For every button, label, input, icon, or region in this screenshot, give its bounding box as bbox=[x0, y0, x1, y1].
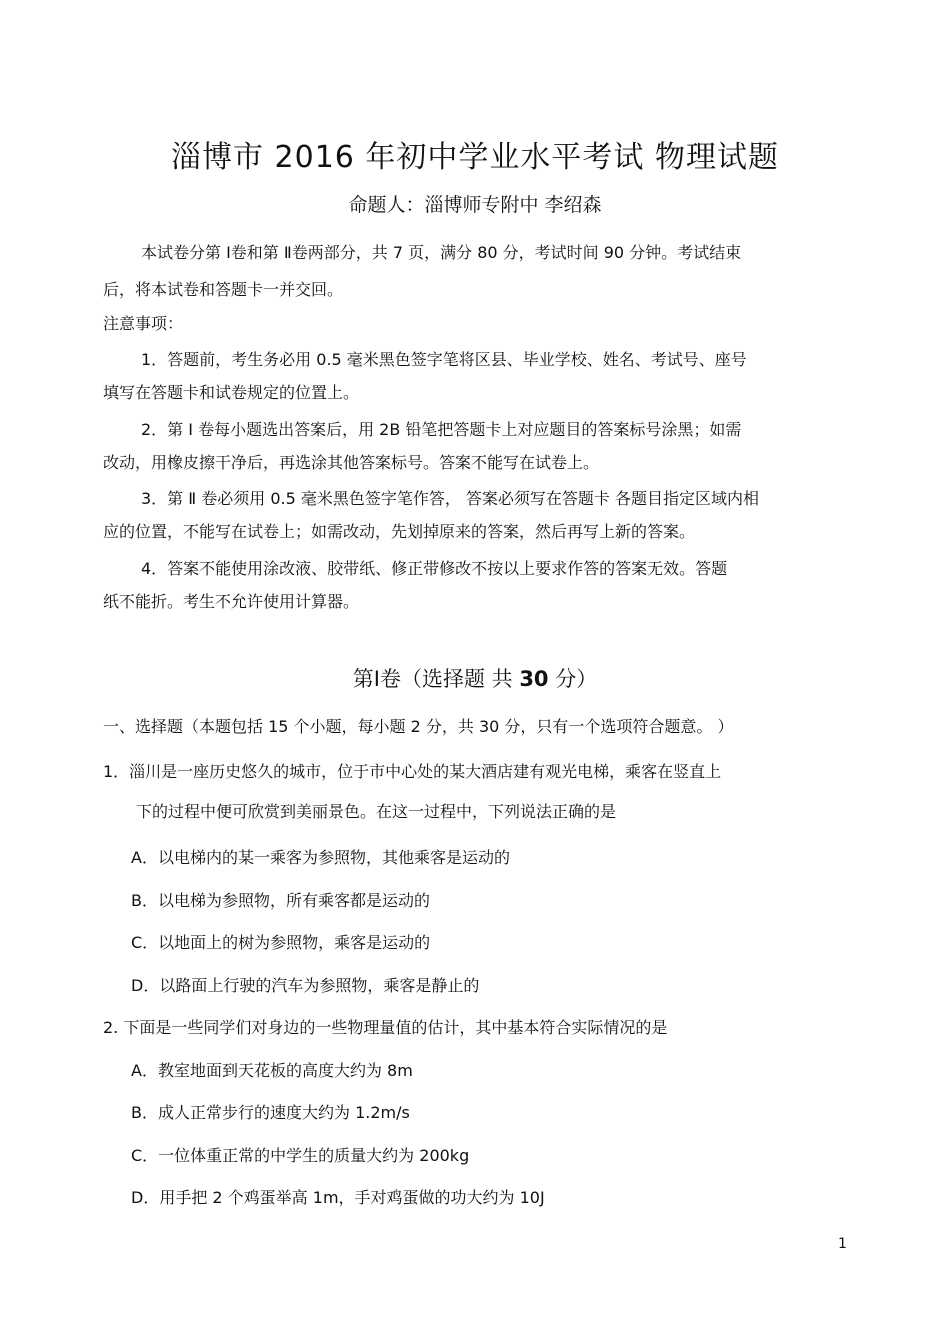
q1-option-d: D．以路面上行驶的汽车为参照物，乘客是静止的 bbox=[131, 976, 480, 995]
section-title-tail: 分） bbox=[548, 667, 598, 691]
notice-1-line-1: 1．答题前，考生务必用 0.5 毫米黑色签字笔将区县、毕业学校、姓名、考试号、座号 bbox=[141, 350, 747, 369]
notice-2-line-1: 2．第 Ⅰ 卷每小题选出答案后，用 2B 铅笔把答题卡上对应题目的答案标号涂黑；如需 bbox=[141, 420, 742, 439]
q1-stem-line-2: 下的过程中便可欣赏到美丽景色。在这一过程中，下列说法正确的是 bbox=[136, 802, 617, 821]
notice-4-line-1: 4．答案不能使用涂改液、胶带纸、修正带修改不按以上要求作答的答案无效。答题 bbox=[141, 559, 728, 578]
notice-4-line-2: 纸不能折。考生不允许使用计算器。 bbox=[103, 592, 360, 611]
page-title: 淄博市 2016 年初中学业水平考试 物理试题 bbox=[171, 140, 779, 175]
intro-line-2: 后，将本试卷和答题卡一并交回。 bbox=[103, 280, 344, 299]
notice-3-line-1: 3．第 Ⅱ 卷必须用 0.5 毫米黑色签字笔作答， 答案必须写在答题卡 各题目指定区域内相 bbox=[141, 489, 760, 508]
section-title bbox=[0, 663, 950, 693]
q2-option-c: C．一位体重正常的中学生的质量大约为 200kg bbox=[131, 1146, 470, 1165]
q2-option-b: B．成人正常步行的速度大约为 1.2m/s bbox=[131, 1103, 410, 1122]
author-line: 命题人：淄博师专附中 李绍森 bbox=[348, 194, 602, 216]
notice-1-line-2: 填写在答题卡和试卷规定的位置上。 bbox=[103, 383, 360, 402]
page-number: 1 bbox=[838, 1236, 847, 1252]
notice-3-line-2: 应的位置，不能写在试卷上；如需改动，先划掉原来的答案，然后再写上新的答案。 bbox=[103, 522, 696, 541]
q2-stem: 2. 下面是一些同学们对身边的一些物理量值的估计，其中基本符合实际情况的是 bbox=[103, 1018, 668, 1037]
q1-option-c: C．以地面上的树为参照物，乘客是运动的 bbox=[131, 933, 431, 952]
section-score: 30 bbox=[519, 667, 549, 691]
q1-option-b: B．以电梯为参照物，所有乘客都是运动的 bbox=[131, 891, 430, 910]
q1-stem-line-1: 1．淄川是一座历史悠久的城市，位于市中心处的某大酒店建有观光电梯，乘客在竖直上 bbox=[103, 762, 722, 781]
section-title-text: 第Ⅰ卷（选择题 共 bbox=[352, 667, 520, 691]
q2-option-a: A．教室地面到天花板的高度大约为 8m bbox=[131, 1061, 413, 1080]
q1-option-a: A．以电梯内的某一乘客为参照物，其他乘客是运动的 bbox=[131, 848, 510, 867]
notice-2-line-2: 改动，用橡皮擦干净后，再选涂其他答案标号。答案不能写在试卷上。 bbox=[103, 453, 600, 472]
q2-option-d: D．用手把 2 个鸡蛋举高 1m，手对鸡蛋做的功大约为 10J bbox=[131, 1188, 545, 1207]
notice-heading: 注意事项： bbox=[103, 314, 184, 333]
choice-instruction: 一、选择题（本题包括 15 个小题，每小题 2 分，共 30 分，只有一个选项符合题意。 ） bbox=[103, 717, 734, 736]
intro-line-1: 本试卷分第 Ⅰ卷和第 Ⅱ卷两部分，共 7 页，满分 80 分，考试时间 90 分钟。考试结束 bbox=[141, 243, 742, 262]
